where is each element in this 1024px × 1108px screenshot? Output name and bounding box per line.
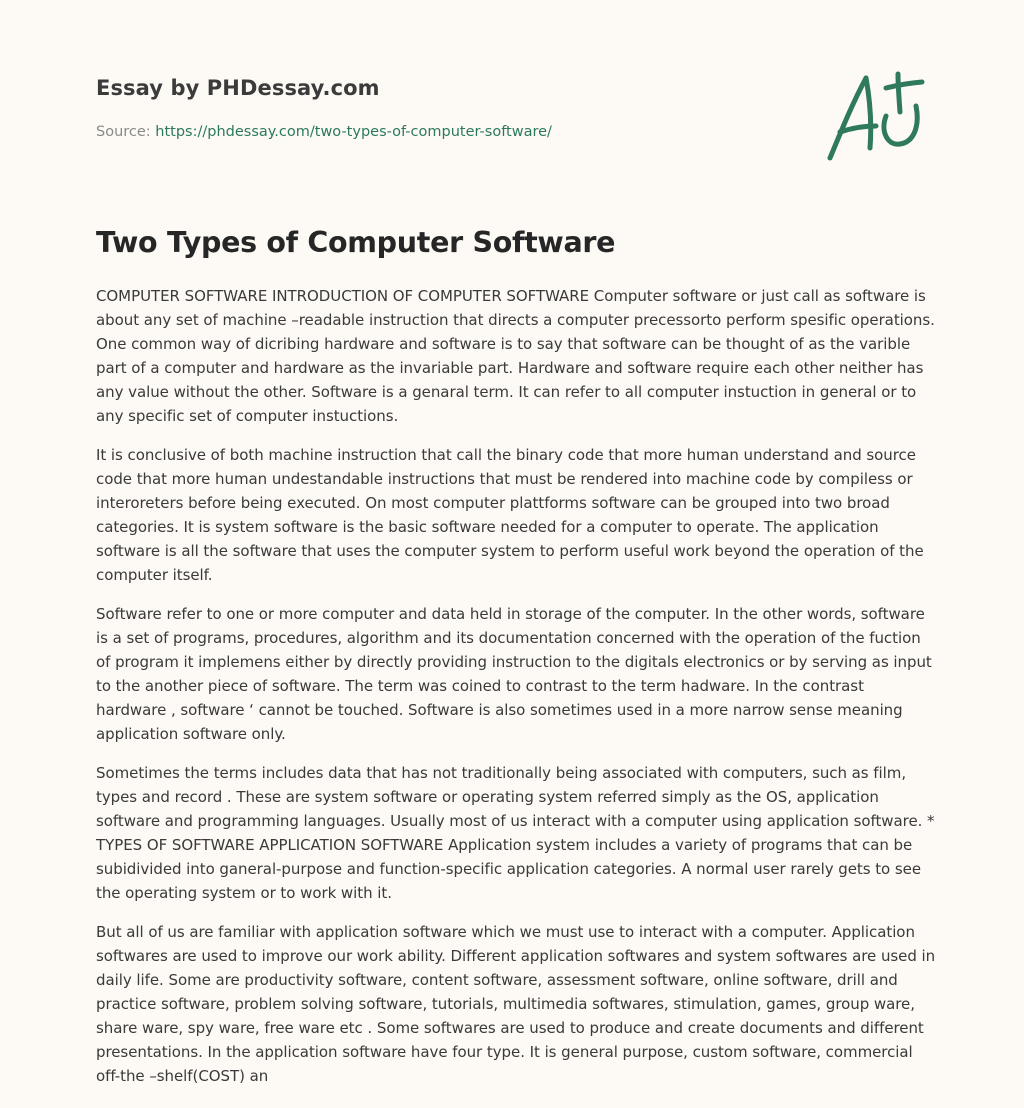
essay-body — [96, 284, 936, 1103]
essay-title: Two Types of Computer Software — [96, 226, 616, 259]
site-brand: Essay by PHDessay.com — [96, 76, 380, 100]
essay-paragraph: But all of us are familiar with application software which we must use to interact with a computer. Application softwares are used to improve our work ability. Different application softwares and system softwares are used in daily life. Some are productivity software, content software, assessment software, online software, drill and practice software, problem solving software, tutorials, multimedia softwares, stimulation, games, group ware, share ware, spy ware, free ware etc . Some softwares are used to produce and create documents and different presentations. In the application software have four type. It is general purpose, custom software, commercial off-the –shelf(COST) an — [96, 923, 936, 1085]
essay-paragraph: It is conclusive of both machine instruction that call the binary code that more human understand and source code that more human undestandable instructions that must be rendered into machine code by compiless or interoreters before being executed. On most computer plattforms software can be grouped into two broad categories. It is system software is the basic software needed for a computer to operate. The application software is all the software that uses the computer system to perform useful work beyond the operation of the computer itself. — [96, 446, 924, 584]
essay-paragraph: COMPUTER SOFTWARE INTRODUCTION OF COMPUTER SOFTWARE Computer software or just call as software is about any set of machine –readable instruction that directs a computer precessorto perform spesific operations. One common way of dicribing hardware and software is to say that software can be thought of as the varible part of a computer and hardware as the invariable part. Hardware and software require each other neither has any value without the other. Software is a genaral term. It can refer to all computer instuction in general or to any specific set of computer instuctions. — [96, 287, 935, 425]
source-label: Source: — [96, 124, 156, 140]
source-line — [96, 124, 552, 140]
essay-paragraph: Sometimes the terms includes data that has not traditionally being associated with computers, such as film, types and record . These are system software or operating system referred simply as the OS, application software and programming languages. Usually most of us interact with a computer using application software. * TYPES OF SOFTWARE APPLICATION SOFTWARE Application system includes a variety of programs that can be subidivided into ganeral-purpose and function-specific application categories. A normal user rarely gets to see the operating system or to work with it. — [96, 764, 935, 902]
source-link[interactable]: https://phdessay.com/two-types-of-computer-software/ — [155, 124, 552, 140]
essay-paragraph: Software refer to one or more computer and data held in storage of the computer. In the other words, software is a set of programs, procedures, algorithm and its documentation concerned with the operation of the fuction of program it implemens either by directly providing instruction to the digitals electronics or by serving as input to the another piece of software. The term was coined to contrast to the term hadware. In the contrast hardware , software ‘ cannot be touched. Software is also sometimes used in a more narrow sense meaning application software only. — [96, 605, 932, 743]
a-plus-logo-icon — [826, 66, 926, 166]
